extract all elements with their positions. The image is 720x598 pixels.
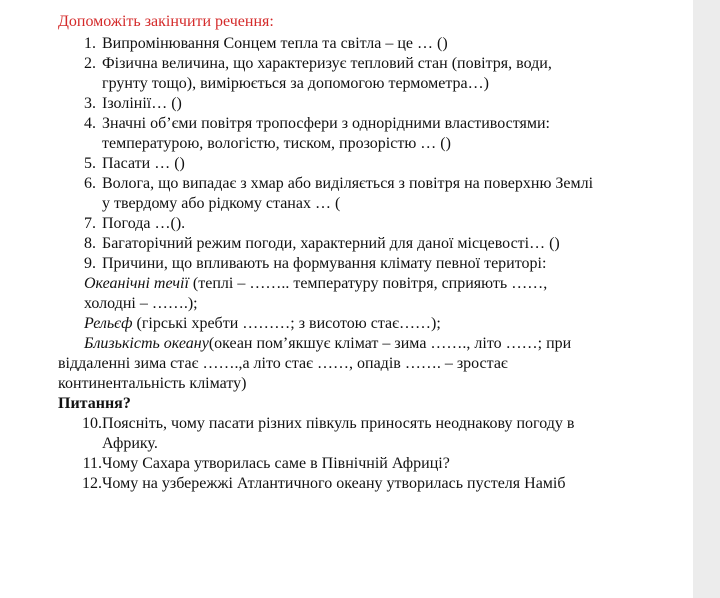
question-text: Чому на узбережжі Атлантичного океану утворилась пустеля Наміб — [102, 475, 566, 492]
question-number: 12. — [82, 475, 102, 492]
right-margin-band — [693, 0, 720, 598]
document-body — [58, 12, 688, 494]
relief-text: (гірські хребти ………; з висотою стає……); — [132, 315, 441, 332]
item-number: 1. — [84, 35, 96, 52]
item-number: 3. — [84, 95, 96, 112]
list-item — [58, 174, 688, 214]
ocean-currents-term: Океанічні течії — [84, 275, 189, 292]
item-text: Причини, що впливають на формування клімату певної територі: — [102, 255, 547, 272]
ocean-proximity-line-end: континентальність клімату) — [58, 375, 247, 392]
list-item — [58, 234, 688, 254]
ocean-currents-text: (теплі – …….. температуру повітря, сприяють ……, — [188, 275, 548, 292]
item-text: Фізична величина, що характеризує тепловий стан (повітря, води, — [102, 55, 552, 72]
ocean-proximity-line — [58, 334, 688, 354]
item-text-continued: грунту тощо), вимірюється за допомогою термометра…) — [102, 75, 489, 92]
item-text: Багаторічний режим погоди, характерний для даної місцевості… () — [102, 235, 560, 252]
item-text: Ізолінії… () — [102, 95, 182, 112]
question-text: Поясніть, чому пасати різних півкуль приносять неоднакову погоду в — [102, 415, 575, 432]
item-text-continued: у твердому або рідкому станах … ( — [102, 195, 341, 212]
question-text-continued: Африку. — [102, 435, 158, 452]
item-number: 4. — [84, 115, 96, 132]
relief-term: Рельєф — [84, 315, 133, 332]
item-number: 8. — [84, 235, 96, 252]
ocean-currents-line-continued: холодні – …….); — [84, 295, 198, 312]
item-text: Значні об’єми повітря тропосфери з однорідними властивостями: — [102, 115, 550, 132]
questions-heading: Питання? — [58, 395, 131, 412]
question-number: 10. — [82, 415, 102, 432]
item-text: Випромінювання Сонцем тепла та світла – це … () — [102, 35, 448, 52]
question-item — [58, 454, 688, 474]
list-item — [58, 94, 688, 114]
question-number: 11. — [82, 455, 102, 472]
ocean-proximity-text: (океан пом’якшує клімат – зима ……., літо ……; при — [208, 335, 572, 352]
task-heading: Допоможіть закінчити речення: — [58, 13, 274, 30]
list-item — [58, 214, 688, 234]
item-text: Пасати … () — [102, 155, 185, 172]
item-text: Волога, що випадає з хмар або виділяється з повітря на поверхню Землі — [102, 175, 594, 192]
list-item — [58, 54, 688, 94]
ocean-proximity-term: Близькість океану — [84, 335, 209, 352]
relief-line — [58, 314, 688, 334]
item-number: 5. — [84, 155, 96, 172]
list-item — [58, 254, 688, 274]
question-item — [58, 474, 688, 494]
questions-list — [58, 414, 688, 494]
list-item — [58, 114, 688, 154]
question-text: Чому Сахара утворилась саме в Північній Африці? — [102, 455, 450, 472]
item-number: 7. — [84, 215, 96, 232]
item-number: 2. — [84, 55, 96, 72]
ocean-currents-line — [58, 274, 688, 294]
item-number: 9. — [84, 255, 96, 272]
ocean-proximity-line-continued: віддаленні зима стає …….,а літо стає ……, опадів ……. – зростає — [58, 355, 508, 372]
list-item — [58, 154, 688, 174]
question-item — [58, 414, 688, 454]
item-text-continued: температурою, вологістю, тиском, прозорістю … () — [102, 135, 451, 152]
climate-causes — [58, 274, 688, 394]
list-item — [58, 34, 688, 54]
numbered-list — [58, 34, 688, 274]
item-text: Погода …(). — [102, 215, 186, 232]
item-number: 6. — [84, 175, 96, 192]
